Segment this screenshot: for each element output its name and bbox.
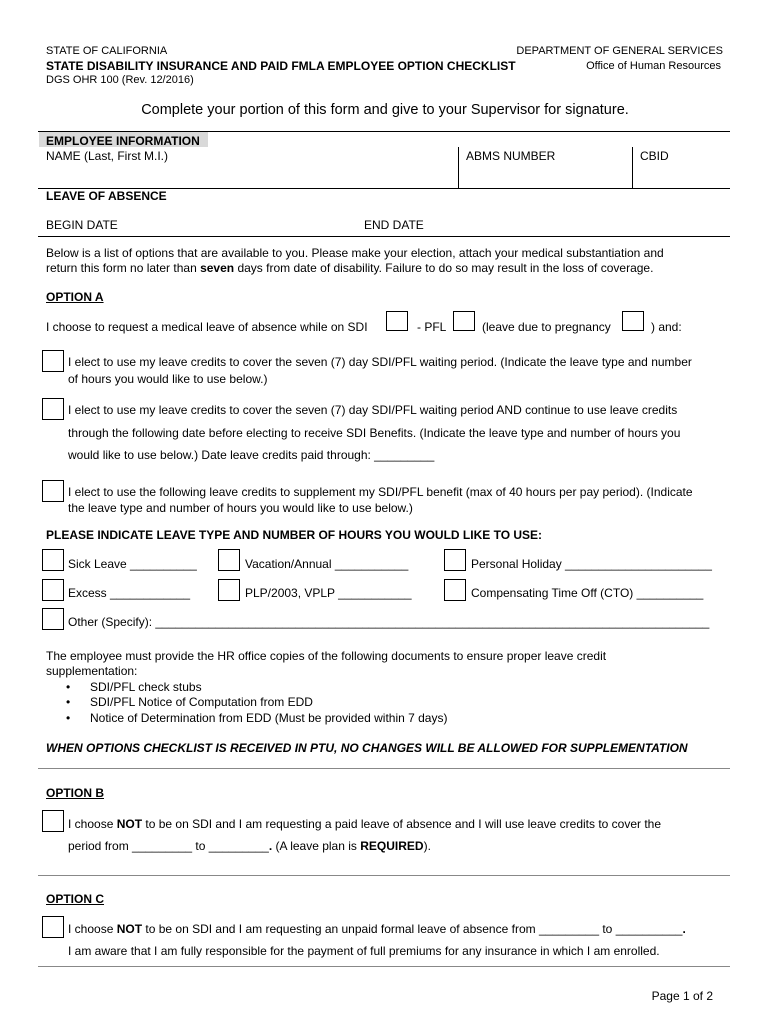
begin-date-label: BEGIN DATE bbox=[46, 218, 118, 232]
option-a-heading: OPTION A bbox=[46, 290, 104, 304]
documents-line1: The employee must provide the HR office copies of the following documents to ensure proper leave credit bbox=[46, 649, 607, 663]
election-1-line1: I elect to use my leave credits to cover the seven (7) day SDI/PFL waiting period. (Indicate the leave type and number bbox=[68, 355, 692, 369]
pregnancy-checkbox[interactable] bbox=[622, 311, 644, 331]
and-label: ) and: bbox=[651, 320, 682, 334]
options-intro-line2: return this form no later than seven days from date of disability. Failure to do so may result in the loss of coverage. bbox=[46, 261, 654, 275]
other-specify-label: Other (Specify): ___________________________________________________________________________________ bbox=[68, 615, 710, 629]
office-label: Office of Human Resources bbox=[586, 60, 721, 72]
options-intro-line1: Below is a list of options that are available to you. Please make your election, attach your medical substantiation and bbox=[46, 246, 664, 260]
state-label: STATE OF CALIFORNIA bbox=[46, 45, 168, 57]
personal-holiday-label: Personal Holiday ______________________ bbox=[471, 557, 712, 571]
abms-number-label: ABMS NUMBER bbox=[466, 149, 556, 163]
form-instruction: Complete your portion of this form and give to your Supervisor for signature. bbox=[141, 102, 629, 118]
election-3-line2: the leave type and number of hours you would like to use below.) bbox=[68, 501, 413, 515]
option-a-choice-sdi-text: I choose to request a medical leave of absence while on SDI bbox=[46, 320, 368, 334]
vacation-checkbox[interactable] bbox=[218, 549, 240, 571]
option-c-checkbox[interactable] bbox=[42, 916, 64, 938]
option-b-checkbox[interactable] bbox=[42, 810, 64, 832]
pfl-label: - PFL bbox=[417, 320, 447, 334]
supplement-checkbox[interactable] bbox=[42, 480, 64, 502]
plp-checkbox[interactable] bbox=[218, 579, 240, 601]
option-c-heading: OPTION C bbox=[46, 892, 105, 906]
cto-checkbox[interactable] bbox=[444, 579, 466, 601]
document-item: Notice of Determination from EDD (Must be provided within 7 days) bbox=[90, 711, 448, 725]
vacation-label: Vacation/Annual ___________ bbox=[245, 557, 409, 571]
election-1-line2: of hours you would like to use below.) bbox=[68, 372, 268, 386]
waiting-period-checkbox[interactable] bbox=[42, 350, 64, 372]
option-c-line1: I choose NOT to be on SDI and I am requesting an unpaid formal leave of absence from _________ to __________. bbox=[68, 922, 686, 936]
excess-checkbox[interactable] bbox=[42, 579, 64, 601]
bullet-icon: • bbox=[66, 695, 71, 709]
leave-type-heading: PLEASE INDICATE LEAVE TYPE AND NUMBER OF HOURS YOU WOULD LIKE TO USE: bbox=[46, 528, 543, 542]
sick-leave-checkbox[interactable] bbox=[42, 549, 64, 571]
election-2-line1: I elect to use my leave credits to cover the seven (7) day SDI/PFL waiting period AND continue to use leave credits bbox=[68, 403, 678, 417]
sick-leave-label: Sick Leave __________ bbox=[68, 557, 197, 571]
documents-line2: supplementation: bbox=[46, 664, 138, 678]
plp-label: PLP/2003, VPLP ___________ bbox=[245, 586, 412, 600]
form-title: STATE DISABILITY INSURANCE AND PAID FMLA EMPLOYEE OPTION CHECKLIST bbox=[46, 59, 516, 73]
other-checkbox[interactable] bbox=[42, 608, 64, 630]
department-label: DEPARTMENT OF GENERAL SERVICES bbox=[516, 45, 723, 57]
election-2-line2: through the following date before electing to receive SDI Benefits. (Indicate the leave type and number of hours you bbox=[68, 426, 681, 440]
excess-label: Excess ____________ bbox=[68, 586, 191, 600]
election-2-line3: would like to use below.) Date leave credits paid through: _________ bbox=[68, 448, 435, 462]
bullet-icon: • bbox=[66, 711, 71, 725]
page-number: Page 1 of 2 bbox=[651, 989, 713, 1003]
document-item: SDI/PFL Notice of Computation from EDD bbox=[90, 695, 313, 709]
name-label: NAME (Last, First M.I.) bbox=[46, 149, 169, 163]
pregnancy-label: (leave due to pregnancy bbox=[482, 320, 611, 334]
personal-holiday-checkbox[interactable] bbox=[444, 549, 466, 571]
employee-info-heading: EMPLOYEE INFORMATION bbox=[46, 134, 200, 148]
option-b-heading: OPTION B bbox=[46, 786, 105, 800]
option-b-line1: I choose NOT to be on SDI and I am requesting a paid leave of absence and I will use leave credits to cover the bbox=[68, 817, 662, 831]
bullet-icon: • bbox=[66, 680, 71, 694]
sdi-checkbox[interactable] bbox=[386, 311, 408, 331]
option-b-line2: period from _________ to _________. (A leave plan is REQUIRED). bbox=[68, 839, 431, 853]
waiting-period-continue-checkbox[interactable] bbox=[42, 398, 64, 420]
leave-of-absence-heading: LEAVE OF ABSENCE bbox=[46, 189, 167, 203]
end-date-label: END DATE bbox=[364, 218, 424, 232]
option-c-line2: I am aware that I am fully responsible for the payment of full premiums for any insurance in which I am enrolled. bbox=[68, 944, 660, 958]
cto-label: Compensating Time Off (CTO) __________ bbox=[471, 586, 704, 600]
cbid-label: CBID bbox=[640, 149, 669, 163]
form-number: DGS OHR 100 (Rev. 12/2016) bbox=[46, 74, 194, 86]
document-item: SDI/PFL check stubs bbox=[90, 680, 202, 694]
pfl-checkbox[interactable] bbox=[453, 311, 475, 331]
supplementation-warning: WHEN OPTIONS CHECKLIST IS RECEIVED IN PTU, NO CHANGES WILL BE ALLOWED FOR SUPPLEMENTATION bbox=[46, 741, 688, 755]
election-3-line1: I elect to use the following leave credits to supplement my SDI/PFL benefit (max of 40 hours per pay period). (Indicate bbox=[68, 485, 693, 499]
